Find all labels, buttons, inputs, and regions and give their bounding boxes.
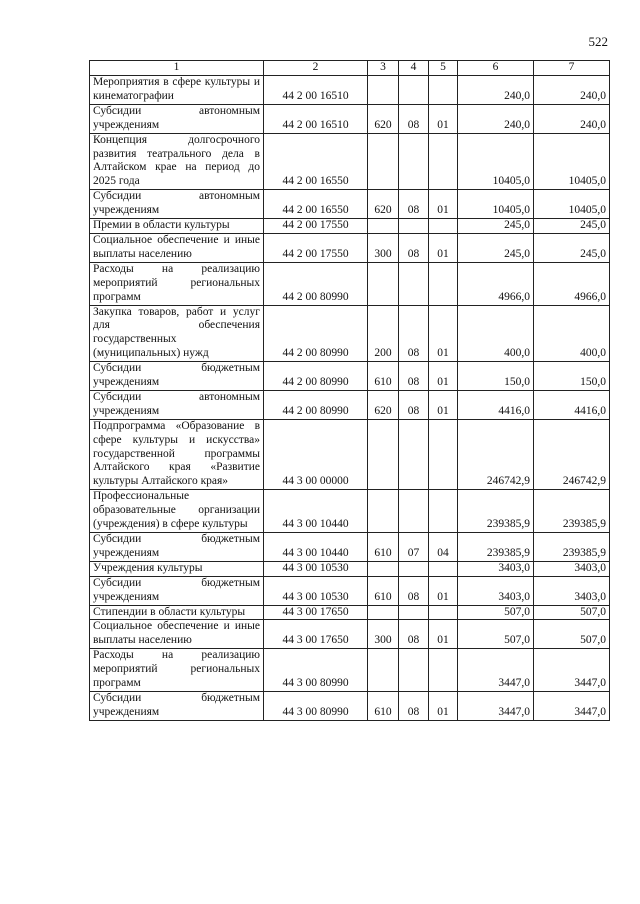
target-code: 44 3 00 00000 xyxy=(264,419,368,490)
amount-col6: 4416,0 xyxy=(458,390,534,419)
amount-col6: 3403,0 xyxy=(458,576,534,605)
subsection xyxy=(429,419,458,490)
budget-table xyxy=(89,60,610,721)
subsection: 01 xyxy=(429,190,458,219)
row-name: Субсидии бюджетным учреждениям xyxy=(90,691,264,720)
row-name: Концепция долгосрочного развития театрального дела в Алтайском крае на период до 2025 года xyxy=(90,133,264,190)
section xyxy=(399,419,429,490)
column-header: 3 xyxy=(368,61,399,76)
table-row xyxy=(90,262,610,305)
amount-col7: 3403,0 xyxy=(534,576,610,605)
amount-col6: 246742,9 xyxy=(458,419,534,490)
expense-type xyxy=(368,262,399,305)
subsection xyxy=(429,219,458,234)
section: 08 xyxy=(399,576,429,605)
column-header: 1 xyxy=(90,61,264,76)
section xyxy=(399,219,429,234)
amount-col7: 507,0 xyxy=(534,605,610,620)
section xyxy=(399,649,429,692)
target-code: 44 2 00 16550 xyxy=(264,190,368,219)
subsection xyxy=(429,561,458,576)
expense-type: 620 xyxy=(368,190,399,219)
expense-type: 610 xyxy=(368,362,399,391)
table-row xyxy=(90,362,610,391)
amount-col6: 507,0 xyxy=(458,605,534,620)
expense-type xyxy=(368,490,399,533)
expense-type: 300 xyxy=(368,233,399,262)
amount-col6: 239385,9 xyxy=(458,490,534,533)
amount-col6: 150,0 xyxy=(458,362,534,391)
section: 08 xyxy=(399,691,429,720)
table-row xyxy=(90,561,610,576)
page-number: 522 xyxy=(588,34,608,49)
amount-col7: 3447,0 xyxy=(534,691,610,720)
subsection xyxy=(429,649,458,692)
target-code: 44 2 00 80990 xyxy=(264,262,368,305)
target-code: 44 3 00 10530 xyxy=(264,561,368,576)
target-code: 44 3 00 80990 xyxy=(264,691,368,720)
expense-type: 610 xyxy=(368,576,399,605)
target-code: 44 2 00 80990 xyxy=(264,305,368,362)
row-name: Субсидии бюджетным учреждениям xyxy=(90,576,264,605)
amount-col6: 400,0 xyxy=(458,305,534,362)
row-name: Профессиональные образовательные организации (учреждения) в сфере культуры xyxy=(90,490,264,533)
row-name: Премии в области культуры xyxy=(90,219,264,234)
target-code: 44 2 00 80990 xyxy=(264,390,368,419)
table-row xyxy=(90,233,610,262)
subsection: 01 xyxy=(429,362,458,391)
expense-type: 620 xyxy=(368,104,399,133)
amount-col7: 10405,0 xyxy=(534,133,610,190)
expense-type: 300 xyxy=(368,620,399,649)
row-name: Субсидии автономным учреждениям xyxy=(90,390,264,419)
section xyxy=(399,133,429,190)
section: 08 xyxy=(399,190,429,219)
table-row xyxy=(90,104,610,133)
section xyxy=(399,561,429,576)
row-name: Мероприятия в сфере культуры и кинематографии xyxy=(90,76,264,105)
amount-col6: 240,0 xyxy=(458,76,534,105)
table-row xyxy=(90,219,610,234)
amount-col6: 3447,0 xyxy=(458,691,534,720)
target-code: 44 2 00 17550 xyxy=(264,233,368,262)
subsection xyxy=(429,490,458,533)
expense-type: 610 xyxy=(368,533,399,562)
row-name: Подпрограмма «Образование в сфере культуры и искусства» государственной программы Алтайского края «Развитие культуры Алтайского края» xyxy=(90,419,264,490)
target-code: 44 2 00 16550 xyxy=(264,133,368,190)
target-code: 44 3 00 10530 xyxy=(264,576,368,605)
amount-col7: 245,0 xyxy=(534,233,610,262)
section xyxy=(399,262,429,305)
table-row xyxy=(90,390,610,419)
amount-col6: 507,0 xyxy=(458,620,534,649)
expense-type xyxy=(368,649,399,692)
amount-col7: 245,0 xyxy=(534,219,610,234)
amount-col7: 240,0 xyxy=(534,104,610,133)
row-name: Закупка товаров, работ и услуг для обеспечения государственных (муниципальных) нужд xyxy=(90,305,264,362)
amount-col6: 10405,0 xyxy=(458,133,534,190)
amount-col6: 3447,0 xyxy=(458,649,534,692)
section: 08 xyxy=(399,620,429,649)
subsection: 01 xyxy=(429,233,458,262)
column-header: 2 xyxy=(264,61,368,76)
expense-type xyxy=(368,605,399,620)
amount-col7: 507,0 xyxy=(534,620,610,649)
target-code: 44 2 00 16510 xyxy=(264,104,368,133)
table-row xyxy=(90,305,610,362)
amount-col6: 10405,0 xyxy=(458,190,534,219)
section: 08 xyxy=(399,104,429,133)
amount-col7: 3403,0 xyxy=(534,561,610,576)
amount-col6: 4966,0 xyxy=(458,262,534,305)
column-header: 7 xyxy=(534,61,610,76)
table-row xyxy=(90,490,610,533)
amount-col6: 3403,0 xyxy=(458,561,534,576)
amount-col7: 3447,0 xyxy=(534,649,610,692)
row-name: Субсидии автономным учреждениям xyxy=(90,190,264,219)
amount-col6: 239385,9 xyxy=(458,533,534,562)
target-code: 44 3 00 17650 xyxy=(264,620,368,649)
subsection: 01 xyxy=(429,691,458,720)
amount-col6: 240,0 xyxy=(458,104,534,133)
amount-col6: 245,0 xyxy=(458,233,534,262)
table-row xyxy=(90,76,610,105)
expense-type xyxy=(368,133,399,190)
expense-type xyxy=(368,76,399,105)
target-code: 44 3 00 80990 xyxy=(264,649,368,692)
amount-col7: 4416,0 xyxy=(534,390,610,419)
table-row xyxy=(90,419,610,490)
table-row xyxy=(90,133,610,190)
section: 08 xyxy=(399,390,429,419)
amount-col7: 239385,9 xyxy=(534,490,610,533)
target-code: 44 2 00 17550 xyxy=(264,219,368,234)
subsection: 01 xyxy=(429,390,458,419)
amount-col7: 239385,9 xyxy=(534,533,610,562)
expense-type: 620 xyxy=(368,390,399,419)
section: 08 xyxy=(399,233,429,262)
amount-col7: 246742,9 xyxy=(534,419,610,490)
target-code: 44 2 00 80990 xyxy=(264,362,368,391)
row-name: Социальное обеспечение и иные выплаты населению xyxy=(90,620,264,649)
column-header: 6 xyxy=(458,61,534,76)
section: 08 xyxy=(399,305,429,362)
amount-col7: 150,0 xyxy=(534,362,610,391)
section: 07 xyxy=(399,533,429,562)
row-name: Расходы на реализацию мероприятий региональных программ xyxy=(90,649,264,692)
table-row xyxy=(90,649,610,692)
subsection: 01 xyxy=(429,620,458,649)
subsection xyxy=(429,76,458,105)
subsection: 01 xyxy=(429,305,458,362)
column-header: 5 xyxy=(429,61,458,76)
row-name: Субсидии бюджетным учреждениям xyxy=(90,362,264,391)
target-code: 44 2 00 16510 xyxy=(264,76,368,105)
target-code: 44 3 00 10440 xyxy=(264,490,368,533)
table-row xyxy=(90,533,610,562)
row-name: Стипендии в области культуры xyxy=(90,605,264,620)
table-row xyxy=(90,576,610,605)
expense-type xyxy=(368,219,399,234)
header-row xyxy=(90,61,610,76)
amount-col7: 400,0 xyxy=(534,305,610,362)
expense-type: 610 xyxy=(368,691,399,720)
amount-col7: 10405,0 xyxy=(534,190,610,219)
expense-type: 200 xyxy=(368,305,399,362)
subsection xyxy=(429,262,458,305)
row-name: Учреждения культуры xyxy=(90,561,264,576)
table-row xyxy=(90,691,610,720)
amount-col7: 4966,0 xyxy=(534,262,610,305)
subsection xyxy=(429,605,458,620)
target-code: 44 3 00 10440 xyxy=(264,533,368,562)
section xyxy=(399,605,429,620)
column-header: 4 xyxy=(399,61,429,76)
subsection: 01 xyxy=(429,576,458,605)
section xyxy=(399,490,429,533)
amount-col7: 240,0 xyxy=(534,76,610,105)
table-row xyxy=(90,605,610,620)
table-row xyxy=(90,620,610,649)
section xyxy=(399,76,429,105)
expense-type xyxy=(368,419,399,490)
row-name: Субсидии автономным учреждениям xyxy=(90,104,264,133)
table-row xyxy=(90,190,610,219)
expense-type xyxy=(368,561,399,576)
row-name: Субсидии бюджетным учреждениям xyxy=(90,533,264,562)
row-name: Расходы на реализацию мероприятий региональных программ xyxy=(90,262,264,305)
target-code: 44 3 00 17650 xyxy=(264,605,368,620)
subsection xyxy=(429,133,458,190)
section: 08 xyxy=(399,362,429,391)
row-name: Социальное обеспечение и иные выплаты населению xyxy=(90,233,264,262)
amount-col6: 245,0 xyxy=(458,219,534,234)
subsection: 04 xyxy=(429,533,458,562)
subsection: 01 xyxy=(429,104,458,133)
